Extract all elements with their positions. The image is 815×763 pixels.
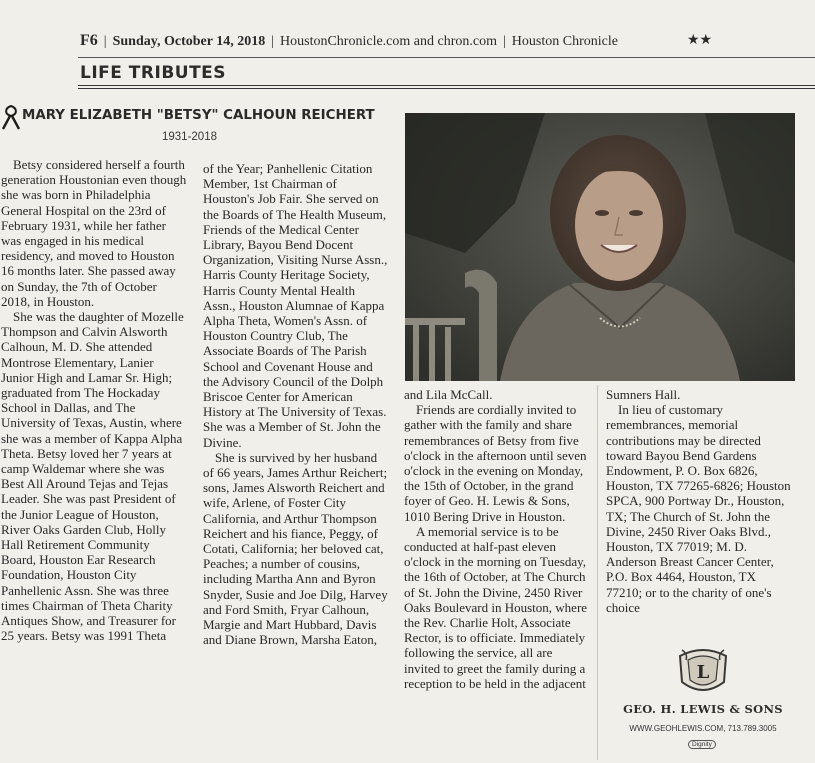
obituary-column-4 xyxy=(606,387,792,615)
section-divider xyxy=(78,85,815,86)
funeral-home-ad xyxy=(604,638,804,758)
obituary-paragraph: She was the daughter of Mozelle Thompson and Calvin Alsworth Calhoun, M. D. She attended Montrose Elementary, Lanier Junior High and Lamar Sr. High; graduated from The Hockaday School in Dallas, and The University of Texas, Austin, where she was a member of Kappa Alpha Theta. Betsy loved her 7 years at camp Waldemar where she was Best All Around Tejas and Tejas Leader. She was past President of the Junior League of Houston, River Oaks Garden Club, Holly Hall Retirement Community Board, Houston Ear Research Foundation, Houston City Panhellenic Assn. She was three times Chairman of Theta Charity Antiques Show, and Treasurer for 25 years. Betsy was 1991 Theta xyxy=(1,309,184,644)
svg-text:L: L xyxy=(696,662,710,683)
dignity-badge: Dignity xyxy=(688,740,716,749)
obituary-paragraph: Betsy considered herself a fourth generation Houstonian even though she was born in Philadelphia General Hospital on the 23rd of February 1931, while her father was engaged in his medical residency, and moved to Houston 16 months later. She passed away on Sunday, the 7th of October 2018, in Houston. xyxy=(1,157,187,309)
mourning-ribbon-icon xyxy=(0,104,22,130)
obituary-paragraph: Sumners Hall. xyxy=(606,387,681,402)
ad-border xyxy=(597,385,598,760)
obituary-paragraph: She is survived by her husband of 66 years, James Arthur Reichert; sons, James Alsworth Reichert and wife, Arlene, of Foster City California, and Arthur Thompson Reichert and his fiance, Peggy, of Cotati, California; her beloved cat, Peaches; a number of cousins, including Martha Ann and Byron Snyder, Susie and Joe Dilg, Harvey and Ford Smith, Fryar Calhoun, Margie and Mart Hubbard, Davis and Diane Brown, Marsha Eaton, xyxy=(203,449,388,648)
life-years: 1931-2018 xyxy=(162,131,217,143)
obituary-paragraph: Friends are cordially invited to gather with the family and share remembrances of Betsy from five o'clock in the afternoon until seven o'clock in the evening on Monday, the 15th of October, in the grand foyer of Geo. H. Lewis & Sons, 1010 Bering Drive in Houston. xyxy=(404,402,587,524)
obituary-name: MARY ELIZABETH "BETSY" CALHOUN REICHERT xyxy=(22,108,375,123)
edition-stars: ★★ xyxy=(687,33,713,48)
page-header: F6 | Sunday, October 14, 2018 | HoustonChronicle.com and chron.com | Houston Chronicle ★★ xyxy=(80,32,713,49)
obituary-column-3 xyxy=(404,387,590,691)
portrait-photo xyxy=(405,113,795,381)
funeral-home-crest-icon xyxy=(674,642,732,700)
website-link[interactable]: HoustonChronicle.com and chron.com xyxy=(280,34,497,49)
newspaper-name: Houston Chronicle xyxy=(511,34,618,49)
page-number: F6 xyxy=(80,32,98,49)
funeral-home-contact[interactable]: WWW.GEOHLEWIS.COM, 713.789.3005 xyxy=(629,724,777,733)
obituary-paragraph: and Lila McCall. xyxy=(404,387,493,402)
obituary-paragraph: A memorial service is to be conducted at half-past eleven o'clock in the morning on Tuesday, the 16th of October, at The Church of St. John the Divine, 2450 River Oaks Boulevard in Houston, where the Rev. Charlie Holt, Associate Rector, is to officiate. Immediately following the service, all are invited to greet the family during a reception to be held in the adjacent xyxy=(404,523,588,691)
obituary-column-1 xyxy=(1,157,187,644)
obituary-paragraph: of the Year; Panhellenic Citation Member, 1st Chairman of Houston's Job Fair. She served on the Boards of The Health Museum, Friends of the Medical Center Library, Bayou Bend Docent Organization, Visiting Nurse Assn., Harris County Heritage Society, Harris County Mental Health Assn., Houston Alumnae of Kappa Alpha Theta, Women's Assn. of Houston Country Club, The Associate Boards of The Parish School and Covenant House and the Advisory Council of the Dolph Briscoe Center for American History at The University of Texas. She was a Member of St. John the Divine. xyxy=(203,161,388,450)
header-divider xyxy=(78,57,815,58)
funeral-home-name: GEO. H. LEWIS & SONS xyxy=(623,702,783,716)
obituary-paragraph: In lieu of customary remembrances, memorial contributions may be directed toward Bayou Bend Gardens Endowment, P. O. Box 6826, Houston, TX 77265-6826; Houston SPCA, 900 Portway Dr., Houston, TX; The Church of St. John the Divine, 2450 River Oaks Blvd., Houston, TX 77019; M. D. Anderson Breast Cancer Center, P.O. Box 4464, Houston, TX 77210; or to the charity of one's choice xyxy=(606,402,791,615)
section-divider-2 xyxy=(78,88,815,89)
obituary-column-2 xyxy=(203,161,388,648)
issue-date: Sunday, October 14, 2018 xyxy=(112,34,266,49)
section-title: LIFE TRIBUTES xyxy=(80,63,227,83)
